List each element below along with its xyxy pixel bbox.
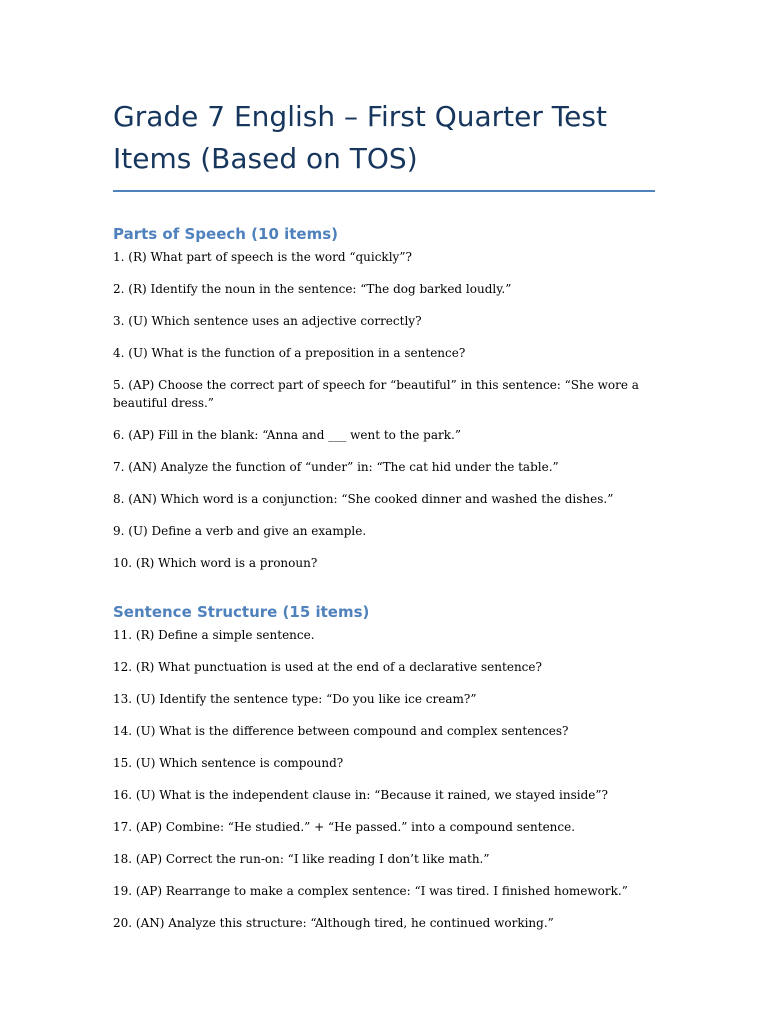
test-item: 18. (AP) Correct the run-on: “I like reading I don’t like math.” [113, 852, 490, 866]
test-item: 10. (R) Which word is a pronoun? [113, 556, 318, 570]
sentence-structure-items [113, 626, 655, 932]
test-item: 1. (R) What part of speech is the word “quickly”? [113, 250, 412, 264]
test-item: 16. (U) What is the independent clause in: “Because it rained, we stayed inside”? [113, 788, 608, 802]
test-item: 20. (AN) Analyze this structure: “Although tired, he continued working.” [113, 916, 554, 930]
test-item: 13. (U) Identify the sentence type: “Do you like ice cream?” [113, 692, 477, 706]
document-title: Grade 7 English – First Quarter Test Items (Based on TOS) [113, 100, 607, 175]
title-divider [113, 190, 655, 192]
test-item: 14. (U) What is the difference between compound and complex sentences? [113, 724, 569, 738]
test-item: 19. (AP) Rearrange to make a complex sentence: “I was tired. I finished homework.” [113, 884, 628, 898]
test-item: 2. (R) Identify the noun in the sentence: “The dog barked loudly.” [113, 282, 512, 296]
test-item: 7. (AN) Analyze the function of “under” in: “The cat hid under the table.” [113, 460, 559, 474]
test-item: 15. (U) Which sentence is compound? [113, 756, 344, 770]
section-heading-sentence-structure: Sentence Structure (15 items) [113, 603, 370, 621]
test-item: 9. (U) Define a verb and give an example. [113, 524, 367, 538]
test-item: 4. (U) What is the function of a preposition in a sentence? [113, 346, 466, 360]
test-item: 6. (AP) Fill in the blank: “Anna and ___ went to the park.” [113, 428, 461, 442]
test-item: 3. (U) Which sentence uses an adjective correctly? [113, 314, 422, 328]
test-item: 17. (AP) Combine: “He studied.” + “He passed.” into a compound sentence. [113, 820, 576, 834]
section-heading-parts-of-speech: Parts of Speech (10 items) [113, 225, 339, 243]
test-item: 11. (R) Define a simple sentence. [113, 628, 315, 642]
parts-of-speech-items [113, 248, 655, 572]
test-item: 8. (AN) Which word is a conjunction: “She cooked dinner and washed the dishes.” [113, 492, 614, 506]
test-item: 12. (R) What punctuation is used at the end of a declarative sentence? [113, 660, 542, 674]
document-page [113, 96, 655, 932]
test-item: 5. (AP) Choose the correct part of speech for “beautiful” in this sentence: “She wore a beautiful dress.” [113, 378, 639, 410]
